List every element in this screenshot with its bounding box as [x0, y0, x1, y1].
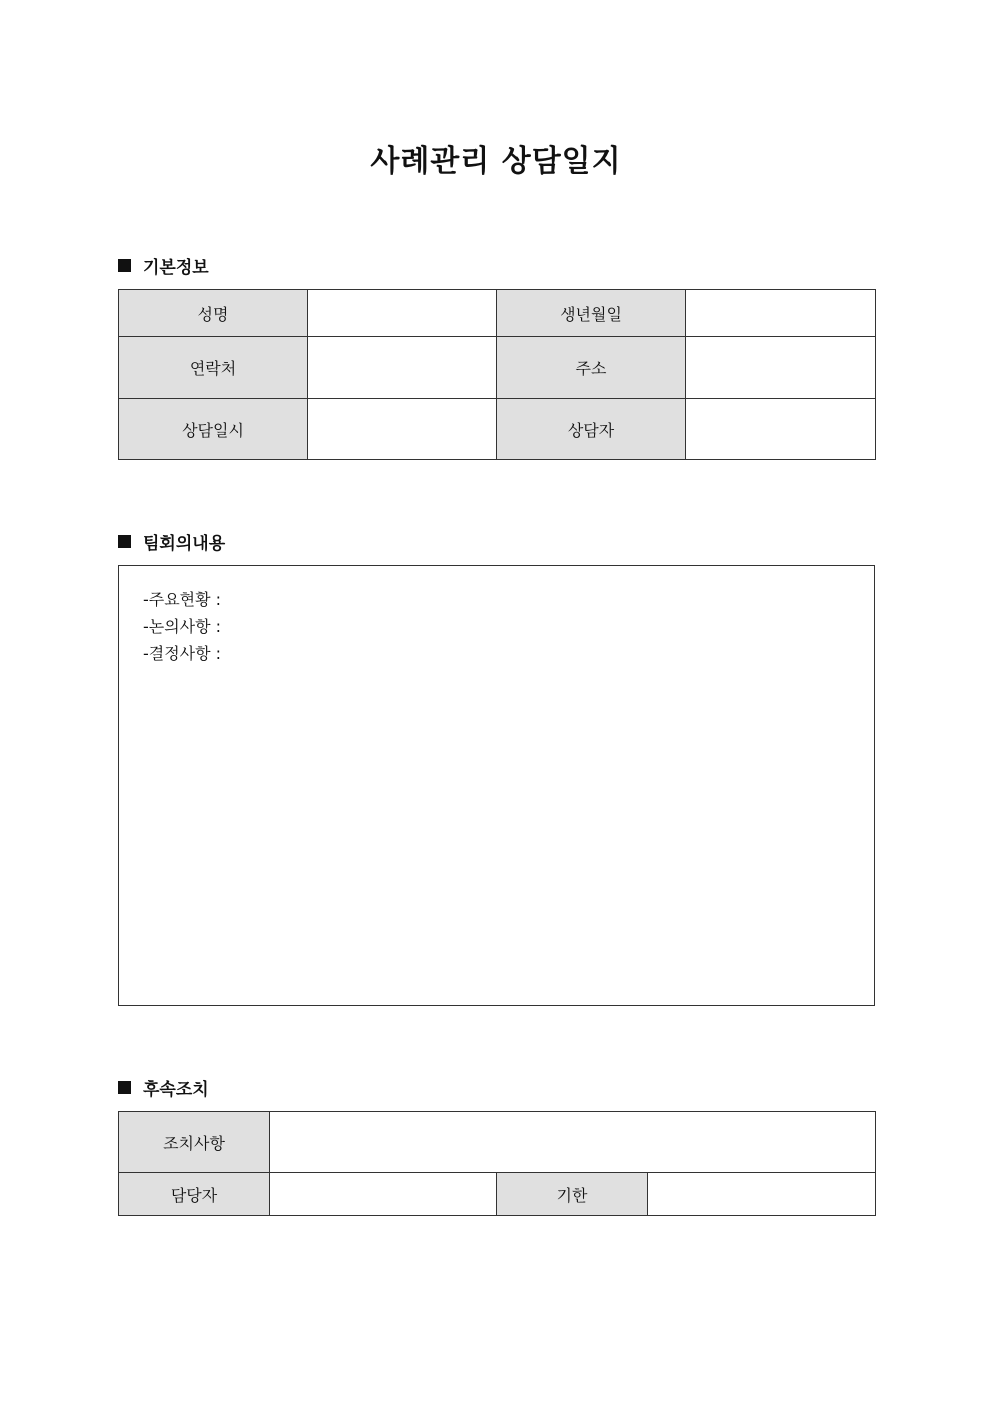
action-label: 조치사항 [119, 1112, 270, 1173]
table-row [119, 290, 876, 337]
counselor-label: 상담자 [497, 399, 686, 460]
list-item: -결정사항 : [143, 644, 222, 663]
action-field[interactable] [270, 1112, 876, 1173]
counselor-field[interactable] [686, 399, 876, 460]
basic-info-heading [118, 253, 209, 278]
table-row [119, 1173, 876, 1216]
list-item: -주요현황 : [143, 590, 222, 609]
name-label: 성명 [119, 290, 308, 337]
table-row [119, 1112, 876, 1173]
manager-field[interactable] [270, 1173, 497, 1216]
team-meeting-heading-text: 팀회의내용 [143, 534, 226, 554]
birthdate-label: 생년월일 [497, 290, 686, 337]
deadline-field[interactable] [648, 1173, 876, 1216]
name-field[interactable] [308, 290, 497, 337]
meeting-items-list [119, 566, 874, 667]
contact-field[interactable] [308, 337, 497, 399]
address-label: 주소 [497, 337, 686, 399]
table-row [119, 399, 876, 460]
page-title: 사례관리 상담일지 [370, 144, 622, 179]
follow-up-heading-text: 후속조치 [143, 1080, 209, 1100]
square-bullet-icon [118, 535, 131, 548]
square-bullet-icon [118, 1081, 131, 1094]
square-bullet-icon [118, 259, 131, 272]
consult-datetime-field[interactable] [308, 399, 497, 460]
team-meeting-notes[interactable] [118, 565, 875, 1006]
basic-info-table [118, 289, 876, 460]
deadline-label: 기한 [497, 1173, 648, 1216]
contact-label: 연락처 [119, 337, 308, 399]
team-meeting-heading [118, 529, 225, 554]
birthdate-field[interactable] [686, 290, 876, 337]
table-row [119, 337, 876, 399]
address-field[interactable] [686, 337, 876, 399]
basic-info-heading-text: 기본정보 [143, 258, 209, 278]
list-item: -논의사항 : [143, 617, 222, 636]
consult-datetime-label: 상담일시 [119, 399, 308, 460]
follow-up-table [118, 1111, 876, 1216]
follow-up-heading [118, 1075, 209, 1100]
manager-label: 담당자 [119, 1173, 270, 1216]
